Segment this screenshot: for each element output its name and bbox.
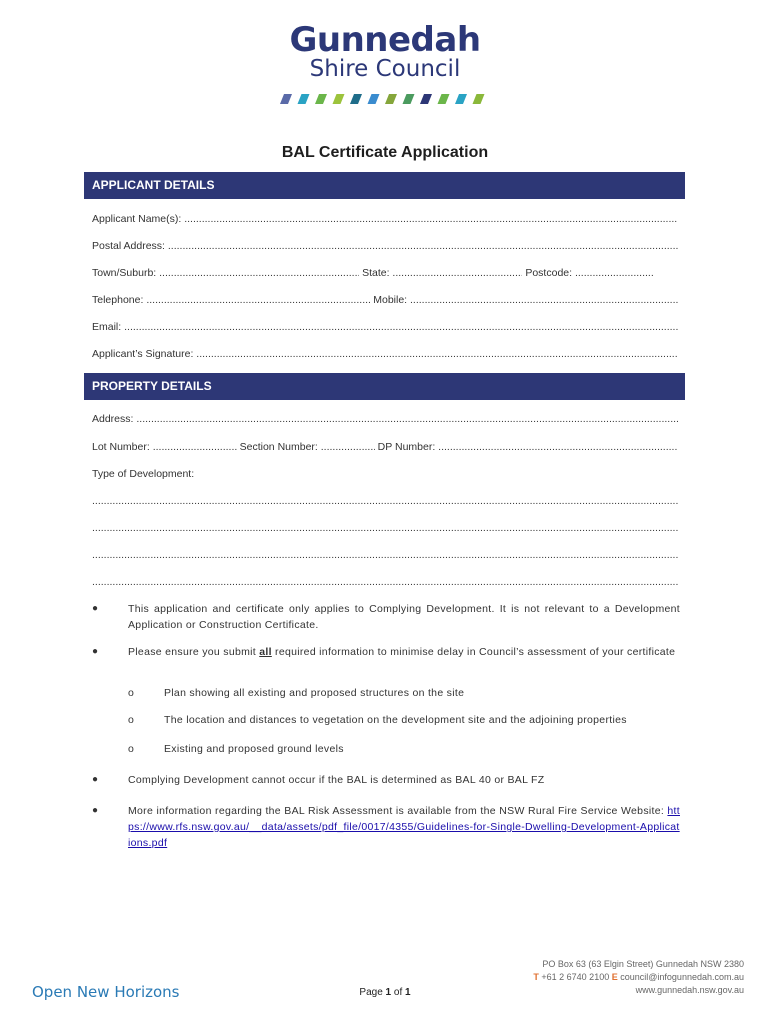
- development-type-label: Type of Development:: [92, 468, 195, 480]
- dotted-line: [92, 575, 678, 589]
- dotted-line: [184, 212, 678, 226]
- logo-stripe: [473, 94, 485, 104]
- page-total: 1: [405, 987, 411, 998]
- page-title: BAL Certificate Application: [281, 144, 489, 161]
- footer-slogan: Open New Horizons: [32, 983, 180, 1001]
- logo-stripes-graphic: [280, 94, 490, 104]
- logo-stripe: [368, 94, 380, 104]
- council-logo: [270, 22, 500, 82]
- development-line-1[interactable]: [92, 494, 678, 508]
- development-line-4[interactable]: [92, 575, 678, 589]
- dotted-line: [168, 239, 678, 253]
- logo-stripe: [438, 94, 450, 104]
- note-text-part: More information regarding the BAL Risk Assessment is available from the NSW Rural Fire Service Website:: [128, 805, 665, 817]
- note-text: [128, 803, 680, 851]
- postal-address-field[interactable]: [92, 239, 678, 253]
- note-complying-development: [92, 601, 680, 633]
- logo-stripe: [385, 94, 397, 104]
- development-line-3[interactable]: [92, 548, 678, 562]
- logo-stripe: [350, 94, 362, 104]
- logo-name: Gunnedah: [289, 20, 481, 60]
- email-field[interactable]: [92, 320, 678, 334]
- development-line-2[interactable]: [92, 521, 678, 535]
- state-label: State:: [362, 267, 390, 279]
- mobile-label: Mobile:: [373, 294, 408, 306]
- lot-dotted-line[interactable]: [153, 440, 237, 454]
- logo-stripe: [298, 94, 310, 104]
- page-of: of: [391, 987, 406, 998]
- logo-stripe: [280, 94, 292, 104]
- circle-bullet-icon: o: [128, 687, 135, 699]
- bullet-icon: ●: [92, 603, 99, 614]
- footer-address: PO Box 63 (63 Elgin Street) Gunnedah NSW 2380: [542, 959, 744, 969]
- email-label: Email:: [92, 321, 122, 333]
- logo-stripe: [420, 94, 432, 104]
- sub-item-text: Plan showing all existing and proposed structures on the site: [164, 687, 465, 699]
- property-address-field[interactable]: [92, 412, 678, 426]
- postcode-label: Postcode:: [525, 267, 573, 279]
- town-state-postcode-row: [92, 266, 678, 280]
- note-bal-limit: [92, 772, 680, 788]
- sub-item-text: The location and distances to vegetation on the development site and the adjoining properties: [164, 714, 627, 726]
- postal-address-label: Postal Address:: [92, 240, 165, 252]
- state-dotted-line[interactable]: [392, 266, 522, 280]
- dp-dotted-line[interactable]: [438, 440, 678, 454]
- applicant-name-label: Applicant Name(s):: [92, 213, 182, 225]
- telephone-dotted-line[interactable]: [146, 293, 370, 307]
- bullet-icon: ●: [92, 774, 99, 785]
- mobile-dotted-line[interactable]: [410, 293, 678, 307]
- phone-label: T: [533, 972, 539, 982]
- town-label: Town/Suburb:: [92, 267, 157, 279]
- applicant-name-field[interactable]: [92, 212, 678, 226]
- page-label: Page: [359, 987, 386, 998]
- sub-item-ground-levels: [128, 743, 344, 755]
- note-more-information: [92, 803, 680, 851]
- dotted-line: [92, 521, 678, 535]
- dotted-line: [196, 347, 678, 361]
- footer-email[interactable]: council@infogunnedah.com.au: [620, 972, 744, 982]
- logo-stripe: [333, 94, 345, 104]
- logo-stripe: [403, 94, 415, 104]
- lot-label: Lot Number:: [92, 441, 150, 453]
- footer-web[interactable]: www.gunnedah.nsw.gov.au: [635, 985, 744, 995]
- bullet-icon: ●: [92, 805, 99, 816]
- note-text: Complying Development cannot occur if the BAL is determined as BAL 40 or BAL FZ: [128, 774, 545, 786]
- dp-label: DP Number:: [377, 441, 436, 453]
- property-details-header: PROPERTY DETAILS: [84, 373, 685, 400]
- property-address-label: Address:: [92, 413, 134, 425]
- dotted-line: [92, 548, 678, 562]
- section-dotted-line[interactable]: [321, 440, 375, 454]
- note-submit-information: [92, 644, 680, 660]
- dotted-line: [124, 320, 678, 334]
- dotted-line: [136, 412, 678, 426]
- lot-section-dp-row: [92, 440, 678, 454]
- note-text: [128, 644, 680, 660]
- telephone-mobile-row: [92, 293, 678, 307]
- guidelines-link[interactable]: https://www.rfs.nsw.gov.au/__data/assets/pdf_file/0017/4355/Guidelines-for-Single-Dwelling-Development-Applications.pdf: [128, 805, 680, 849]
- logo-sub: Shire Council: [309, 56, 461, 82]
- telephone-label: Telephone:: [92, 294, 144, 306]
- page-current: 1: [385, 987, 392, 998]
- note-text: This application and certificate only applies to Complying Development. It is not relevant to a Development Application or Construction Certificate.: [128, 603, 680, 631]
- section-label: Section Number:: [239, 441, 318, 453]
- postcode-dotted-line[interactable]: [575, 266, 653, 280]
- footer-phone: +61 2 6740 2100: [541, 972, 610, 982]
- signature-field[interactable]: [92, 347, 678, 361]
- town-dotted-line[interactable]: [159, 266, 359, 280]
- note-text-part: required information to minimise delay in Council’s assessment of your certificate: [271, 646, 676, 658]
- note-text-part: Please ensure you submit: [128, 646, 260, 658]
- email-label: E: [611, 972, 618, 982]
- sub-item-vegetation: [128, 714, 627, 726]
- signature-label: Applicant’s Signature:: [92, 348, 194, 360]
- circle-bullet-icon: o: [128, 714, 135, 726]
- circle-bullet-icon: o: [128, 743, 135, 755]
- logo-stripe: [315, 94, 327, 104]
- footer-phone-email: [533, 971, 744, 984]
- bullet-icon: ●: [92, 646, 99, 657]
- sub-item-text: Existing and proposed ground levels: [164, 743, 344, 755]
- footer-contact: [533, 958, 744, 997]
- applicant-details-header: APPLICANT DETAILS: [84, 172, 685, 199]
- note-emphasis: all: [259, 646, 272, 658]
- sub-item-plan: [128, 687, 464, 699]
- dotted-line: [92, 494, 678, 508]
- logo-stripe: [455, 94, 467, 104]
